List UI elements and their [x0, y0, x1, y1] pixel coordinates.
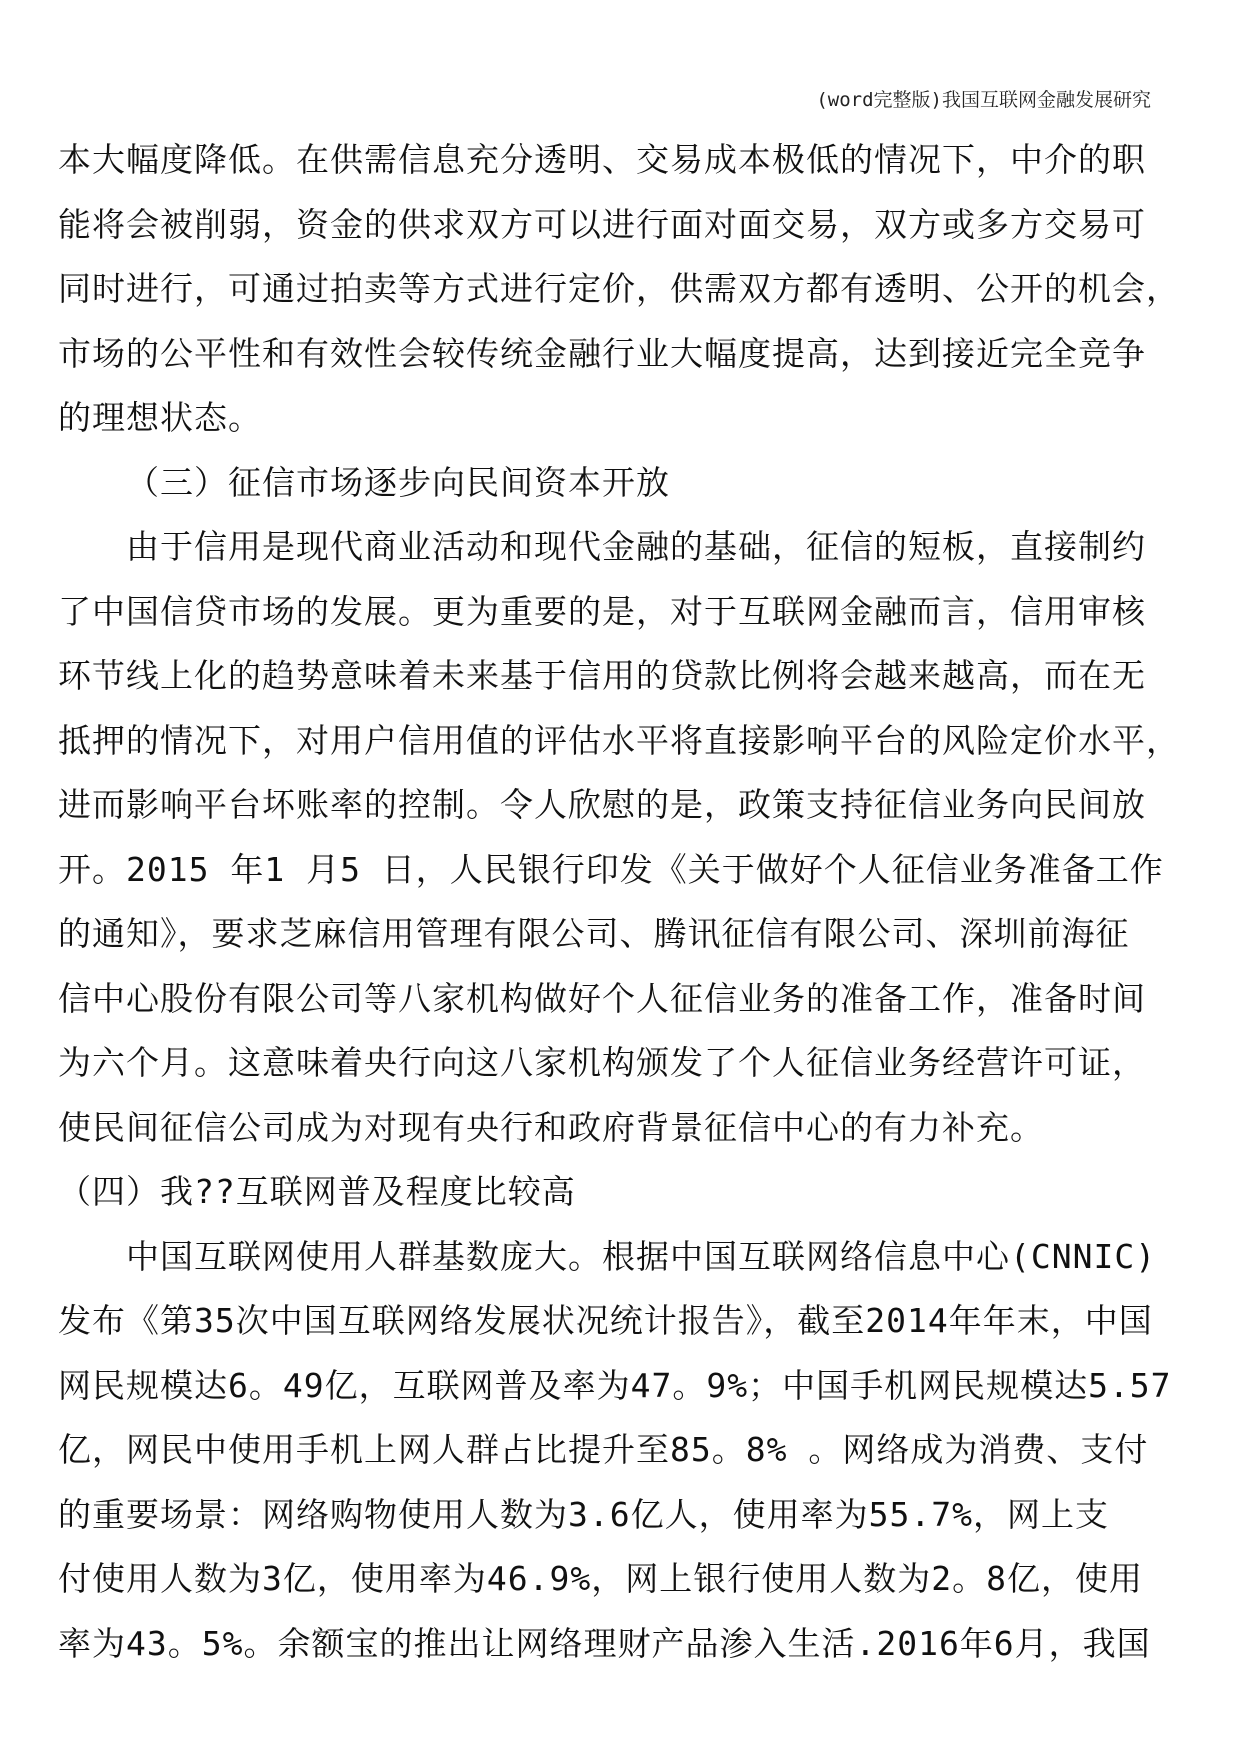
paragraph-line: 亿，网民中使用手机上网人群占比提升至85。8% 。网络成为消费、支付	[58, 1430, 1149, 1469]
paragraph-line: 开。2015 年1 月5 日，人民银行印发《关于做好个人征信业务准备工作	[58, 849, 1164, 889]
paragraph-line: 使民间征信公司成为对现有央行和政府背景征信中心的有力补充。	[58, 1107, 1044, 1147]
section-heading-3: （三）征信市场逐步向民间资本开放	[126, 462, 670, 502]
paragraph-line: 发布《第35次中国互联网络发展状况统计报告》，截至2014年年末，中国	[58, 1301, 1153, 1340]
paragraph-line: 信中心股份有限公司等八家机构做好个人征信业务的准备工作，准备时间	[58, 978, 1146, 1018]
paragraph-line: 由于信用是现代商业活动和现代金融的基础，征信的短板，直接制约	[126, 527, 1146, 566]
running-header: (word完整版)我国互联网金融发展研究	[816, 89, 1151, 111]
paragraph-line: 率为43。5%。余额宝的推出让网络理财产品渗入生活.2016年6月，我国	[58, 1623, 1151, 1663]
body-text	[58, 128, 1180, 1676]
paragraph-line: 同时进行，可通过拍卖等方式进行定价，供需双方都有透明、公开的机会，	[58, 269, 1180, 308]
paragraph-line: 的通知》，要求芝麻信用管理有限公司、腾讯征信有限公司、深圳前海征	[58, 914, 1130, 953]
paragraph-line: 付使用人数为3亿，使用率为46.9%，网上银行使用人数为2。8亿，使用	[58, 1559, 1143, 1598]
paragraph-line: 的重要场景：网络购物使用人数为3.6亿人，使用率为55.7%，网上支	[58, 1494, 1109, 1534]
paragraph-line: 的理想状态。	[58, 398, 262, 437]
paragraph-line: 市场的公平性和有效性会较传统金融行业大幅度提高，达到接近完全竞争	[58, 333, 1146, 373]
paragraph-line: 中国互联网使用人群基数庞大。根据中国互联网络信息中心(CNNIC)	[126, 1236, 1157, 1276]
paragraph-line: 为六个月。这意味着央行向这八家机构颁发了个人征信业务经营许可证，	[58, 1043, 1146, 1082]
paragraph-line: 本大幅度降低。在供需信息充分透明、交易成本极低的情况下，中介的职	[58, 140, 1146, 179]
paragraph-line: 进而影响平台坏账率的控制。令人欣慰的是，政策支持征信业务向民间放	[58, 785, 1146, 824]
paragraph-line: 了中国信贷市场的发展。更为重要的是，对于互联网金融而言，信用审核	[58, 591, 1146, 631]
section-heading-4: （四）我??互联网普及程度比较高	[58, 1172, 576, 1211]
paragraph-line: 抵押的情况下，对用户信用值的评估水平将直接影响平台的风险定价水平，	[58, 720, 1180, 760]
paragraph-line: 网民规模达6。49亿，互联网普及率为47。9%；中国手机网民规模达5.57	[58, 1365, 1172, 1405]
paragraph-line: 环节线上化的趋势意味着未来基于信用的贷款比例将会越来越高，而在无	[58, 656, 1146, 695]
paragraph-line: 能将会被削弱，资金的供求双方可以进行面对面交易，双方或多方交易可	[58, 204, 1146, 244]
